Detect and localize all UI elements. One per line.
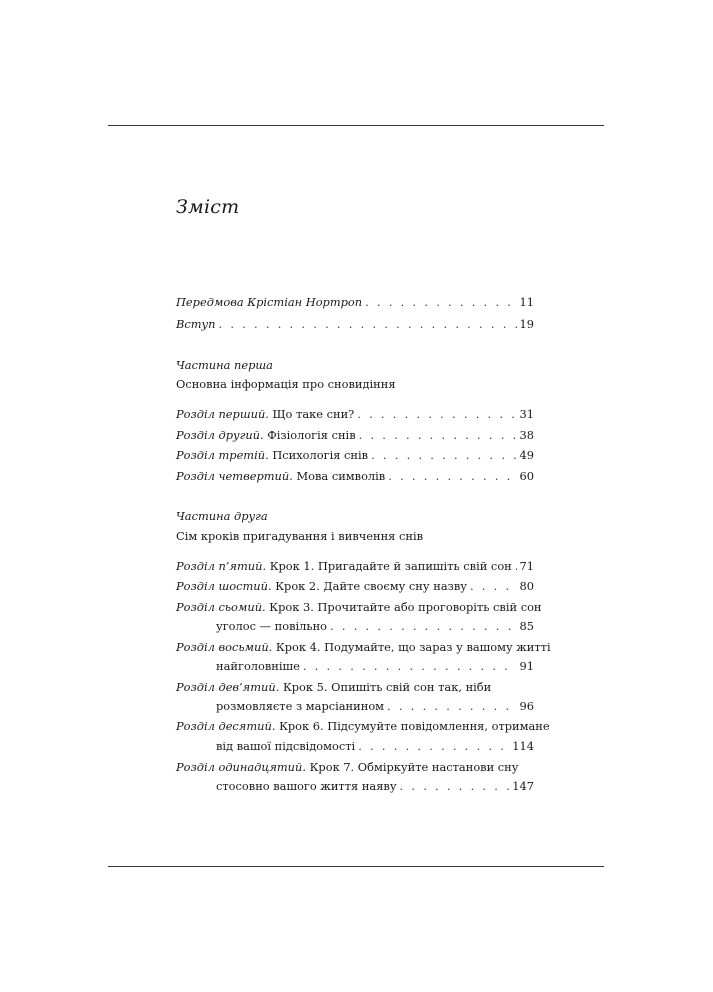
chapter-title: Крок 5. Опишіть свій сон так, ніби <box>282 680 492 694</box>
part-label: Частина друга <box>176 509 268 523</box>
bottom-rule <box>108 866 604 867</box>
chapter-title: Фізіологія снів <box>267 428 356 442</box>
chapter-title-continued: від вашої підсвідомості <box>216 739 356 753</box>
page-number: 85 <box>519 619 534 633</box>
toc-entry-chapter[interactable] <box>176 577 534 595</box>
dot-leader <box>330 617 516 635</box>
chapter-name: Розділ сьомий. <box>176 600 266 614</box>
chapter-title: Психологія снів <box>272 448 369 462</box>
toc-entry-continuation[interactable] <box>216 697 534 715</box>
toc-entry-chapter-line[interactable] <box>176 717 550 735</box>
toc-entry-chapter[interactable] <box>176 446 534 464</box>
chapter-title: Крок 4. Подумайте, що зараз у вашому житті <box>275 640 551 654</box>
dot-leader <box>357 405 516 423</box>
page-number: 19 <box>519 317 534 331</box>
page-number: 71 <box>519 559 534 573</box>
chapter-name: Розділ четвертий. <box>176 469 293 483</box>
chapter-title: Мова символів <box>296 469 386 483</box>
chapter-name: Розділ одинадцятий. <box>176 760 306 774</box>
page-title: Зміст <box>176 196 240 218</box>
toc-entry-chapter-line[interactable] <box>176 598 542 616</box>
page-number: 147 <box>512 779 534 793</box>
dot-leader <box>371 446 516 464</box>
dot-leader <box>303 657 517 675</box>
toc-entry-continuation[interactable] <box>216 777 534 795</box>
chapter-title-continued: розмовляєте з марсіанином <box>216 699 385 713</box>
chapter-name: Розділ перший. <box>176 407 269 421</box>
chapter-title: Крок 2. Дайте своєму сну назву <box>275 579 467 593</box>
chapter-name: Розділ восьмий. <box>176 640 273 654</box>
page-number: 80 <box>519 579 534 593</box>
page-number: 38 <box>519 428 534 442</box>
page-number: 31 <box>519 407 534 421</box>
toc-entry-label: Передмова Крістіан Нортроп <box>176 295 363 309</box>
chapter-title-continued: найголовніше <box>216 659 300 673</box>
chapter-title-continued: стосовно вашого життя наяву <box>216 779 397 793</box>
page-number: 11 <box>519 295 534 309</box>
dot-leader <box>358 737 509 755</box>
page-number: 60 <box>519 469 534 483</box>
toc-entry-chapter[interactable] <box>176 557 534 575</box>
chapter-name: Розділ третій. <box>176 448 269 462</box>
page-number: 96 <box>519 699 534 713</box>
dot-leader <box>515 557 517 575</box>
chapter-name: Розділ п’ятий. <box>176 559 267 573</box>
toc-entry-foreword[interactable] <box>176 293 534 311</box>
toc-entry-chapter[interactable] <box>176 405 534 423</box>
chapter-name: Розділ дев’ятий. <box>176 680 280 694</box>
chapter-title: Крок 1. Пригадайте й запишіть свій сон <box>269 559 512 573</box>
toc-entry-label: Вступ <box>176 317 216 331</box>
toc-entry-chapter-line[interactable] <box>176 678 491 696</box>
toc-entry-chapter[interactable] <box>176 426 534 444</box>
page-number: 91 <box>519 659 534 673</box>
page-number: 114 <box>512 739 534 753</box>
dot-leader <box>365 293 516 311</box>
toc-entry-continuation[interactable] <box>216 657 534 675</box>
toc-entry-chapter-line[interactable] <box>176 758 518 776</box>
toc-entry-continuation[interactable] <box>216 617 534 635</box>
toc-entry-chapter-line[interactable] <box>176 638 551 656</box>
part-title: Сім кроків пригадування і вивчення снів <box>176 529 424 543</box>
chapter-name: Розділ десятий. <box>176 719 276 733</box>
dot-leader <box>400 777 510 795</box>
chapter-title: Крок 6. Підсумуйте повідомлення, отримане <box>279 719 550 733</box>
dot-leader <box>359 426 517 444</box>
toc-entry-continuation[interactable] <box>216 737 534 755</box>
dot-leader <box>387 697 516 715</box>
dot-leader <box>219 315 517 333</box>
chapter-name: Розділ другий. <box>176 428 264 442</box>
dot-leader <box>470 577 517 595</box>
page-number: 49 <box>519 448 534 462</box>
chapter-title: Крок 7. Обміркуйте настанови сну <box>309 760 519 774</box>
chapter-name: Розділ шостий. <box>176 579 272 593</box>
chapter-title: Що таке сни? <box>272 407 355 421</box>
dot-leader <box>388 467 516 485</box>
chapter-title: Крок 3. Прочитайте або проговоріть свій сон <box>269 600 542 614</box>
chapter-title-continued: уголос — повільно <box>216 619 328 633</box>
part-label: Частина перша <box>176 358 273 372</box>
part-title: Основна інформація про сновидіння <box>176 377 396 391</box>
toc-entry-introduction[interactable] <box>176 315 534 333</box>
toc-entry-chapter[interactable] <box>176 467 534 485</box>
top-rule <box>108 125 604 126</box>
